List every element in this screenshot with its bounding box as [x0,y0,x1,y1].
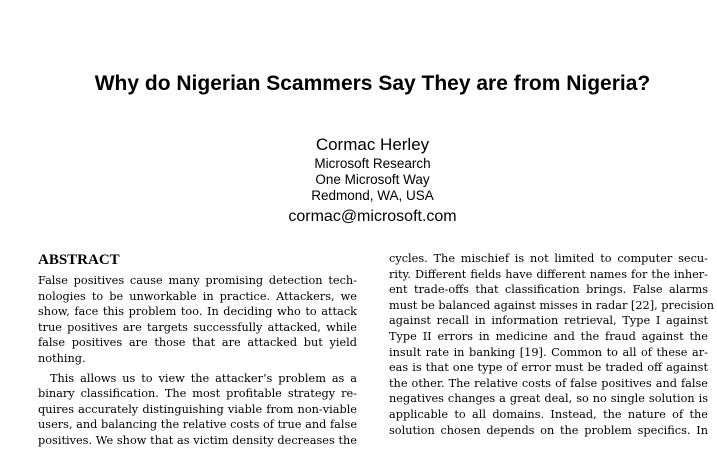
text-line: must be balanced against misses in radar [22], precision [389,298,715,312]
right-column [389,251,715,438]
text-line: insult rate in banking [19]. Common to all of these ar- [389,345,708,359]
abstract-paragraph-2 [38,371,357,449]
text-line: against recall in information retrieval, Type I against [389,314,708,328]
text-line: users, and balancing the relative costs of true and false [38,418,357,432]
author-name: Cormac Herley [315,135,430,154]
text-line: cycles. The mischief is not limited to computer secu- [389,252,708,265]
text-line: nologies to be unworkable in practice. Attackers, we [38,289,357,303]
left-column [38,251,357,449]
author-organization: Microsoft Research [314,156,431,171]
body-paragraph [389,251,715,438]
abstract-paragraph-1 [38,273,357,367]
text-line: applicable to all domains. Instead, the nature of the [389,407,708,421]
paper-title: Why do Nigerian Scammers Say They are from Nigeria? [94,72,651,95]
author-block [0,134,717,228]
text-line: rity. Different fields have different names for the inher- [389,267,708,281]
text-line: Type II errors in medicine and the fraud against the [389,329,708,343]
text-line: nothing. [38,351,86,365]
text-line: the other. The relative costs of false positives and false [389,376,708,390]
text-line: binary classification. The most profitable strategy re- [38,387,357,401]
text-line: This allows us to view the attacker’s problem as a [50,371,357,385]
text-line: eas is that one type of error must be traded off against [389,361,708,375]
author-email[interactable]: cormac@microsoft.com [288,208,457,225]
abstract-heading: ABSTRACT [38,252,120,268]
text-line: true positives are targets successfully attacked, while [38,320,357,334]
text-line: negatives changes a great deal, so no single solution is [389,392,708,406]
text-line: show, face this problem too. In deciding who to attack [38,305,357,319]
text-line: positives. We show that as victim density decreases the [38,433,357,447]
text-line: ent trade-offs that classification brings. False alarms [389,283,708,297]
text-line: false positives are those that are attacked but yield [38,336,357,350]
text-line: quires accurately distinguishing viable from non-viable [38,402,357,416]
author-city: Redmond, WA, USA [311,188,434,203]
text-line: solution chosen depends on the problem specifics. In [389,423,708,437]
text-line: False positives cause many promising detection tech- [38,274,357,287]
author-street: One Microsoft Way [315,172,430,187]
